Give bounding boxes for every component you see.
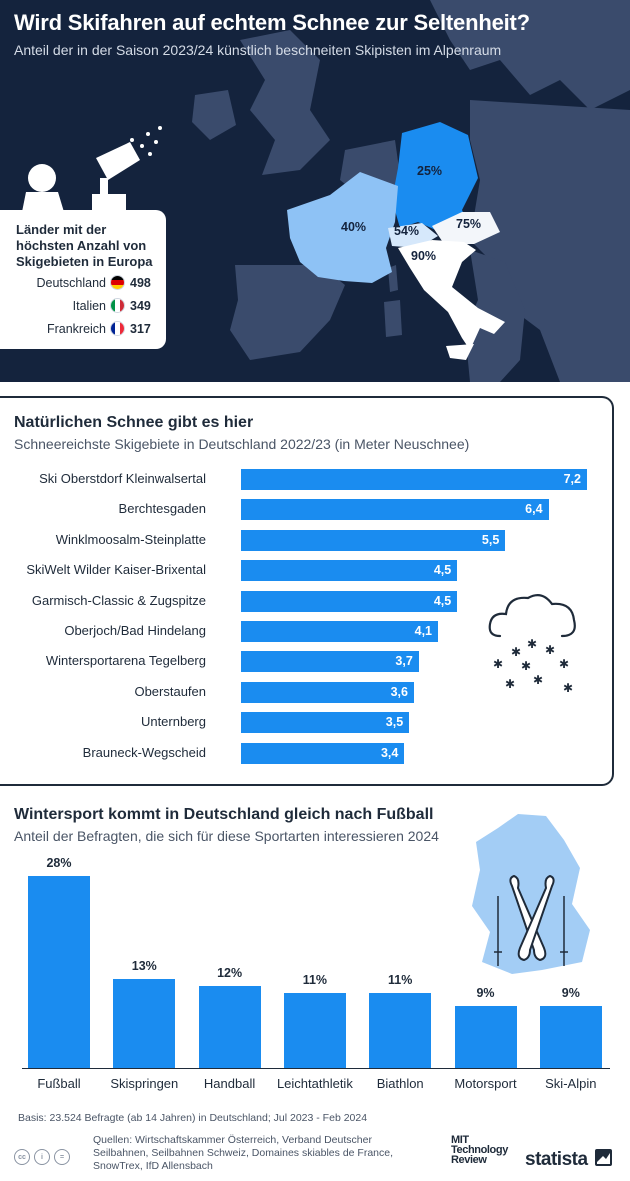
sports-bar-value: 11% <box>388 972 413 987</box>
snow-bar-value: 4,5 <box>433 563 452 578</box>
germany-skis-icon <box>468 812 598 978</box>
map-label-france: 40% <box>341 220 367 234</box>
statista-logo <box>525 1149 612 1171</box>
sports-bar-label: Fußball <box>37 1076 81 1091</box>
snow-bar-value: 3,5 <box>385 715 404 730</box>
snow-bar <box>241 499 549 520</box>
page-title: Wird Skifahren auf echtem Schnee zur Seltenheit? <box>14 10 530 35</box>
map-label-italy: 90% <box>411 249 437 263</box>
snow-bar-label: Wintersportarena Tegelberg <box>45 653 206 669</box>
snow-bar <box>241 560 457 581</box>
snow-bar-row <box>0 712 600 733</box>
card-country-name: Italien <box>72 298 106 313</box>
snow-bar <box>241 651 419 672</box>
flag-france-icon <box>110 321 125 336</box>
svg-text:✱: ✱ <box>532 673 544 687</box>
snow-bar-label: Winklmoosalm-Steinplatte <box>55 531 206 547</box>
snow-chart-title: Natürlichen Schnee gibt es hier <box>14 414 254 431</box>
card-row-germany <box>16 272 156 293</box>
snow-bar-label: Ski Oberstdorf Kleinwalsertal <box>39 471 206 486</box>
snow-bar-value: 6,4 <box>525 502 543 517</box>
snow-bar <box>241 621 438 642</box>
sports-bar-value: 13% <box>131 958 157 973</box>
snow-bar-value: 3,4 <box>380 745 399 760</box>
snow-bar-value: 4,1 <box>414 624 433 638</box>
snow-bar-value: 3,7 <box>395 654 413 669</box>
snow-bar-label: Oberjoch/Bad Hindelang <box>64 623 206 638</box>
flag-italy-icon <box>110 298 125 313</box>
sports-chart-title: Wintersport kommt in Deutschland gleich nach Fußball <box>14 806 434 823</box>
footer-basis: Basis: 23.524 Befragte (ab 14 Jahren) in Deutschland; Jul 2023 - Feb 2024 <box>18 1112 368 1124</box>
sports-bar <box>369 993 431 1068</box>
land-sardinia <box>384 300 402 337</box>
snow-bar <box>241 712 409 733</box>
statista-mark-icon <box>595 1149 612 1166</box>
sports-bar-value: 12% <box>217 965 243 980</box>
snow-bar-label: Brauneck-Wegscheid <box>82 744 206 760</box>
mit-technology-review-logo <box>451 1135 513 1165</box>
license-icons <box>14 1149 70 1165</box>
snow-bar <box>241 530 505 551</box>
map-header <box>0 0 630 382</box>
snow-bar-label: Berchtesgaden <box>118 501 206 517</box>
sports-bar-label: Ski-Alpin <box>545 1076 597 1091</box>
map-label-austria: 75% <box>456 217 482 231</box>
svg-text:✱: ✱ <box>558 657 570 671</box>
sports-bar-label: Handball <box>203 1076 256 1091</box>
sports-chart-baseline <box>22 1068 610 1069</box>
sports-bar-value: 28% <box>46 856 72 870</box>
sports-bar <box>28 876 90 1068</box>
sports-chart-subtitle: Anteil der Befragten, die sich für diese Sportarten interessieren 2024 <box>14 828 439 844</box>
snow-bar-row <box>0 560 600 581</box>
map-label-switzerland: 54% <box>394 224 420 238</box>
sports-bar <box>455 1006 517 1068</box>
snow-bar-row <box>0 530 600 551</box>
snow-bar-value: 4,5 <box>433 593 452 608</box>
snow-bar-label: SkiWelt Wilder Kaiser-Brixental <box>26 562 206 578</box>
land-ireland <box>192 90 236 140</box>
card-country-value: 349 <box>130 298 151 313</box>
page-subtitle: Anteil der in der Saison 2023/24 künstlich beschneiten Skipisten im Alpenraum <box>14 42 502 58</box>
snow-cannon-illustration <box>22 126 162 212</box>
card-title: Länder mit der höchsten Anzahl von Skigebieten in Europa <box>16 222 153 269</box>
sports-bar-label: Biathlon <box>376 1076 424 1091</box>
map-label-germany: 25% <box>417 164 443 178</box>
no-derivatives-icon: = <box>54 1149 70 1165</box>
snow-bar-label: Unternberg <box>140 714 206 730</box>
snow-bar-row <box>0 499 600 520</box>
sports-bar-value: 9% <box>476 986 495 1001</box>
snow-bar <box>241 682 414 703</box>
card-country-value: 498 <box>130 275 151 290</box>
sports-bar <box>113 979 175 1068</box>
card-row-italy <box>16 295 156 316</box>
snow-bar <box>241 743 404 764</box>
snow-bar-label: Garmisch-Classic & Zugspitze <box>31 592 206 608</box>
footer-sources: Quellen: Wirtschaftskammer Österreich, Verband Deutscher Seilbahnen, Seilbahnen Schweiz, Domaines skiables de France, SnowTrex, IfD Allensbach <box>93 1134 394 1172</box>
snow-cloud-icon <box>486 588 582 696</box>
snow-bar <box>241 469 587 490</box>
svg-text:✱: ✱ <box>510 645 522 659</box>
land-iberia <box>230 265 345 360</box>
card-country-name: Frankreich <box>46 321 106 336</box>
sports-bar-label: Motorsport <box>454 1076 517 1091</box>
sports-bar <box>199 986 261 1068</box>
snow-chart-subtitle: Schneereichste Skigebiete in Deutschland 2022/23 (in Meter Neuschnee) <box>14 436 470 452</box>
snow-bar-row <box>0 469 600 490</box>
sports-bar <box>540 1006 602 1068</box>
flag-germany-icon <box>110 275 125 290</box>
ski-areas-card <box>0 210 166 349</box>
attribution-icon: i <box>34 1149 50 1165</box>
sports-bar-label: Leichtathletik <box>276 1076 353 1091</box>
snow-bar <box>241 591 457 612</box>
snow-bar-value: 7,2 <box>563 472 581 486</box>
card-country-name: Deutschland <box>36 275 106 290</box>
statista-logo-text: statista <box>525 1149 588 1170</box>
sports-bar-label: Skispringen <box>110 1076 179 1091</box>
svg-text:✱: ✱ <box>526 637 538 651</box>
svg-text:✱: ✱ <box>504 677 516 691</box>
svg-text:✱: ✱ <box>562 681 574 695</box>
snow-bar-value: 3,6 <box>390 684 408 699</box>
sports-bar-value: 11% <box>302 972 328 987</box>
svg-text:✱: ✱ <box>492 657 504 671</box>
card-row-france <box>16 318 156 339</box>
mit-logo-text: MIT Technology Review <box>451 1134 508 1166</box>
snow-bar-label: Oberstaufen <box>134 683 206 699</box>
snow-bar-row <box>0 743 600 764</box>
card-country-value: 317 <box>130 321 151 336</box>
sports-bar <box>284 993 346 1068</box>
cc-icon: cc <box>14 1149 30 1165</box>
snow-bar-value: 5,5 <box>481 532 500 547</box>
svg-text:✱: ✱ <box>544 643 556 657</box>
sports-bar-value: 9% <box>561 986 580 1001</box>
svg-text:✱: ✱ <box>520 659 532 673</box>
